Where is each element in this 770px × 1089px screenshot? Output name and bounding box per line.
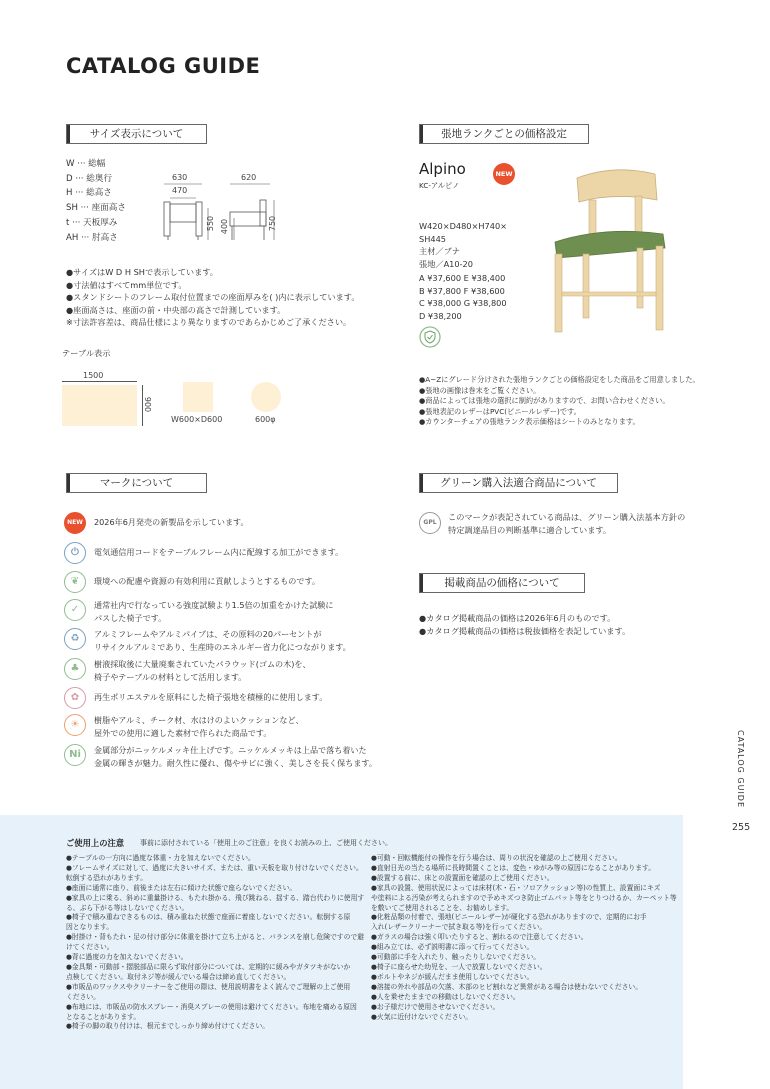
caution-item: ●椅子で積み重ねできるものは、積み重ねた状態で座面に着座しないでください。転倒する原 xyxy=(66,913,351,922)
outdoor-icon: ☀ xyxy=(64,714,86,736)
table-round-label: 600φ xyxy=(255,415,276,424)
caution-item: ●直射日光の当たる場所に長時間置くことは、変色・ゆがみ等の原因になることがあります。 xyxy=(371,863,656,872)
side-label: CATALOG GUIDE xyxy=(736,730,745,809)
caution-item: ●お子様だけで使用させないでください。 xyxy=(371,1002,500,1011)
caution-item: る、ぶら下がる等はしないでください。 xyxy=(66,903,189,912)
size-note: ●寸法値はすべてmm単位です。 xyxy=(66,279,187,290)
price-section-heading xyxy=(419,124,589,144)
caution-left-list xyxy=(66,854,364,1032)
caution-item: ●設置する前に、床との設置面を確認の上ご使用ください。 xyxy=(371,873,554,882)
caution-item: ●椅子の脚の取り付けは、根元までしっかり締め付けてください。 xyxy=(66,1022,270,1031)
dim-front-width: 630 xyxy=(172,173,188,182)
green-heading-text: グリーン購入法適合商品について xyxy=(439,477,598,489)
green-text xyxy=(448,511,685,536)
size-note: ●スタンドシートのフレーム取付位置までの座面厚みを( )内に表示しています。 xyxy=(66,292,360,302)
legend-item: D ··· 総奥行 xyxy=(66,173,113,184)
dim-side-width: 620 xyxy=(241,173,257,182)
price-line: D ¥38,200 xyxy=(419,310,462,321)
table-depth-dim: 900 xyxy=(143,396,153,413)
price-heading-text: 張地ランクごとの価格設定 xyxy=(441,128,567,140)
price-notes xyxy=(419,375,759,428)
product-specs xyxy=(419,220,507,270)
spec-line: SH445 xyxy=(419,233,446,244)
caution-item: ●背に過度の力を加えないでください。 xyxy=(66,953,188,962)
mark-text xyxy=(94,714,304,740)
caution-item: ください。 xyxy=(66,992,100,1001)
caution-item: ●ガラスの場合は強く叩いたりすると、割れるので注意してください。 xyxy=(371,933,588,942)
mark-text-line: 2026年6月発売の新製品を示しています。 xyxy=(94,517,249,527)
price-note: ●張地の画像は巻末をご覧ください。 xyxy=(419,385,541,395)
table-square-shape xyxy=(183,382,213,412)
caution-item: ●布地には、市販品の防水スプレー・消臭スプレーの使用は避けてください。布地を痛める原因 xyxy=(66,1002,357,1011)
table-square-label: W600×D600 xyxy=(171,415,223,424)
green-line: 特定調達品目の判断基準に適合しています。 xyxy=(448,524,612,535)
mark-text xyxy=(94,744,377,770)
price-note-line: ●カタログ掲載商品の価格は2026年6月のものです。 xyxy=(419,613,616,623)
plug-icon: ⏻ xyxy=(64,542,86,564)
price-line: B ¥37,800 F ¥38,600 xyxy=(419,285,505,296)
price-note: ●張地表記のレザーはPVC(ビニールレザー)です。 xyxy=(419,406,581,416)
price-note-list xyxy=(419,612,630,637)
mark-text-line: 金属の輝きが魅力。耐久性に優れ、傷やサビに強く、美しさを長く保ちます。 xyxy=(94,758,377,768)
table-width-line xyxy=(62,381,137,382)
caution-item: ●ボルトやネジが緩んだまま使用しないでください。 xyxy=(371,972,534,981)
shield-icon xyxy=(419,326,441,348)
gpl-icon: GPL xyxy=(419,512,441,534)
price-line: C ¥38,000 G ¥38,800 xyxy=(419,298,507,308)
mark-text-line: 樹脂やアルミ、チーク材、水はけのよいクッションなど、 xyxy=(94,715,304,725)
table-rect-shape xyxy=(62,385,137,426)
recycle-aluminum-icon: ♻ xyxy=(64,628,86,650)
caution-item: ●肘掛け・背もたれ・足の付け部分に体重を掛けて立ち上がると、バランスを崩し危険ですので避 xyxy=(66,933,364,942)
price-note: ●カウンターチェアの張地ランク表示価格はシートのみとなります。 xyxy=(419,417,640,426)
green-section-heading xyxy=(419,473,618,493)
product-prices xyxy=(419,272,507,322)
table-label: テーブル表示 xyxy=(62,348,111,358)
product-subname: KC-アルピノ xyxy=(419,181,460,190)
caution-item: けてください。 xyxy=(66,943,114,952)
mark-text xyxy=(94,658,311,684)
nickel-icon: Ni xyxy=(64,744,86,766)
mark-text-line: リサイクルアルミであり、生産時のエネルギー省力化につながります。 xyxy=(94,642,351,652)
mark-text xyxy=(94,546,343,559)
caution-lead: 事前に添付されている「使用上のご注意」を良くお読みの上、ご使用ください。 xyxy=(140,839,392,847)
price-note-section-heading xyxy=(419,573,585,593)
caution-item: ●化粧品類の付着で、張地(ビニールレザー)が硬化する恐れがありますので、定期的にお手 xyxy=(371,913,647,922)
size-note: ●サイズはW D H SHで表示しています。 xyxy=(66,267,218,277)
dim-side-height: 750 xyxy=(268,215,278,232)
chair-image xyxy=(545,150,675,340)
mark-text xyxy=(94,599,334,625)
price-note: ●商品によっては張地の選択に制約がありますので、お問い合わせください。 xyxy=(419,396,670,405)
mark-text xyxy=(94,575,320,588)
size-section-heading xyxy=(66,124,207,144)
legend-item: H ··· 総高さ xyxy=(66,188,112,199)
legend-item: t ··· 天板厚み xyxy=(66,217,118,228)
rubber-tree-icon: ♣ xyxy=(64,658,86,680)
caution-item: ●座面に通常に座り、前後または左右に傾けた状態で座らないでください。 xyxy=(66,883,297,892)
page-number: 255 xyxy=(732,822,751,833)
mark-text-line: パスした椅子です。 xyxy=(94,613,167,623)
mark-text-line: 再生ポリエステルを原料にした椅子張地を積極的に使用します。 xyxy=(94,692,328,702)
caution-item: ●可動・回転機能付の操作を行う場合は、周りの状況を確認の上ご使用ください。 xyxy=(371,854,622,862)
mark-heading-text: マークについて xyxy=(99,477,174,489)
table-round-shape xyxy=(251,382,281,412)
legend-item: W ··· 総幅 xyxy=(66,159,106,169)
spec-line: W420×D480×H740× xyxy=(419,221,508,231)
size-notes xyxy=(66,266,396,329)
caution-item: 因となります。 xyxy=(66,923,114,932)
caution-item: ●人を乗せたままでの移動はしないでください。 xyxy=(371,992,520,1001)
caution-item: ●家具の上に乗る、斜めに重量掛ける、もたれ掛かる、飛び跳ねる、揺する、踏台代わりに使用す xyxy=(66,893,365,902)
caution-item: 転倒する恐れがあります。 xyxy=(66,873,148,882)
caution-item: ●テーブルの一方向に過度な体重・力を加えないでください。 xyxy=(66,854,255,862)
legend-item: SH ··· 座面高さ xyxy=(66,203,126,214)
caution-panel xyxy=(0,815,683,1089)
mark-text-line: 環境への配慮や資源の有効利用に貢献しようとするものです。 xyxy=(94,576,320,586)
mark-text-line: 屋外での使用に適した素材で作られた商品です。 xyxy=(94,728,272,738)
caution-item: ●組み立ては、必ず説明書に添って行ってください。 xyxy=(371,943,534,952)
leaf-icon: ❦ xyxy=(64,571,86,593)
caution-item: ●椅子に座らせた幼児を、一人で放置しないでください。 xyxy=(371,962,547,971)
caution-right-list xyxy=(371,854,677,1022)
legend-item: AH ··· 肘高さ xyxy=(66,232,118,243)
page-title: CATALOG GUIDE xyxy=(66,54,261,78)
caution-item: ●可動部に手を入れたり、触ったりしないでください。 xyxy=(371,953,541,962)
mark-text-line: 樹液採取後に大量廃棄されていたパラウッド(ゴムの木)を、 xyxy=(94,659,311,669)
mark-section-heading xyxy=(66,473,207,493)
caution-item: となることがあります。 xyxy=(66,1012,141,1021)
spec-line: 主材／ブナ xyxy=(419,246,460,256)
caution-item: 入れ(レザークリーナーで拭き取る等)を行ってください。 xyxy=(371,923,547,932)
green-line: このマークが表記されている商品は、グリーン購入法基本方針の xyxy=(448,512,686,522)
mark-text-line: 電気通信用コードをテーブルフレーム内に配線する加工ができます。 xyxy=(94,547,344,557)
dim-front-inner: 470 xyxy=(172,186,188,195)
shield-icon: ✓ xyxy=(64,599,86,621)
caution-item: 点検してください。取付ネジ等が緩んでいる場合は締め直してください。 xyxy=(66,972,291,981)
price-line: A ¥37,600 E ¥38,400 xyxy=(419,273,506,283)
product-name: Alpino xyxy=(419,160,466,178)
caution-item: ●フレームサイズに対して、過度に大きいサイズ、または、重い天板を取り付けないでください。 xyxy=(66,863,363,872)
spec-line: 張地／A10-20 xyxy=(419,258,473,269)
caution-item: ●溶接の外れや部品の欠落、木部のヒビ割れなど異常がある場合は使わないでください。 xyxy=(371,982,643,991)
mark-text xyxy=(94,516,249,529)
mark-text-line: 通常社内で行なっている強度試験より1.5倍の加重をかけた試験に xyxy=(94,600,334,610)
mark-text xyxy=(94,691,327,704)
mark-text xyxy=(94,628,351,654)
table-width-dim: 1500 xyxy=(83,371,104,380)
new-badge: NEW xyxy=(493,163,515,185)
dim-side-seat-height: 400 xyxy=(220,218,230,235)
size-note: ※寸法許容差は、商品仕様により異なりますのであらかじめご了承ください。 xyxy=(66,317,352,327)
caution-item: ●火気に近付けないでください。 xyxy=(371,1012,473,1021)
price-note-line: ●カタログ掲載商品の価格は税抜価格を表記しています。 xyxy=(419,625,631,636)
new-badge: NEW xyxy=(64,512,86,534)
size-heading-text: サイズ表示について xyxy=(89,128,184,140)
caution-item: ●市販品のワックスやクリーナーをご使用の際は、使用説明書をよく読んでご理解の上ご使用 xyxy=(66,982,351,991)
recycled-polyester-icon: ✿ xyxy=(64,687,86,709)
size-note: ●座面高さは、座面の前・中央部の高さで計測しています。 xyxy=(66,304,286,315)
mark-text-line: アルミフレームやアルミパイプは、その原料の20パーセントが xyxy=(94,629,322,639)
caution-heading: ご使用上の注意 xyxy=(66,838,125,848)
price-note: ●A~Zにグレード分けされた張地ランクごとの価格設定をした商品をご用意しました。 xyxy=(419,375,700,384)
caution-item: を敷いてご使用されることを、お勧めします。 xyxy=(371,903,514,912)
mark-text-line: 金属部分がニッケルメッキ仕上げです。ニッケルメッキは上品で落ち着いた xyxy=(94,745,367,755)
caution-item: や塗料による汚染が考えられますので予めキズつき防止ゴムパット等をとりつけるか、カーペット等 xyxy=(371,893,677,902)
caution-item: ●家具の設置、使用状況によっては床材(木・石・フロアクッション等)の性質上、設置面にキズ xyxy=(371,883,661,892)
mark-text-line: 椅子やテーブルの材料として活用します。 xyxy=(94,672,247,682)
caution-item: ●金具類・可動部・摺脱部品に限らず取付部分については、定期的に緩みやガタツキがないか xyxy=(66,962,351,971)
dim-front-height: 550 xyxy=(206,215,216,232)
price-note-heading-text: 掲載商品の価格について xyxy=(444,577,560,589)
